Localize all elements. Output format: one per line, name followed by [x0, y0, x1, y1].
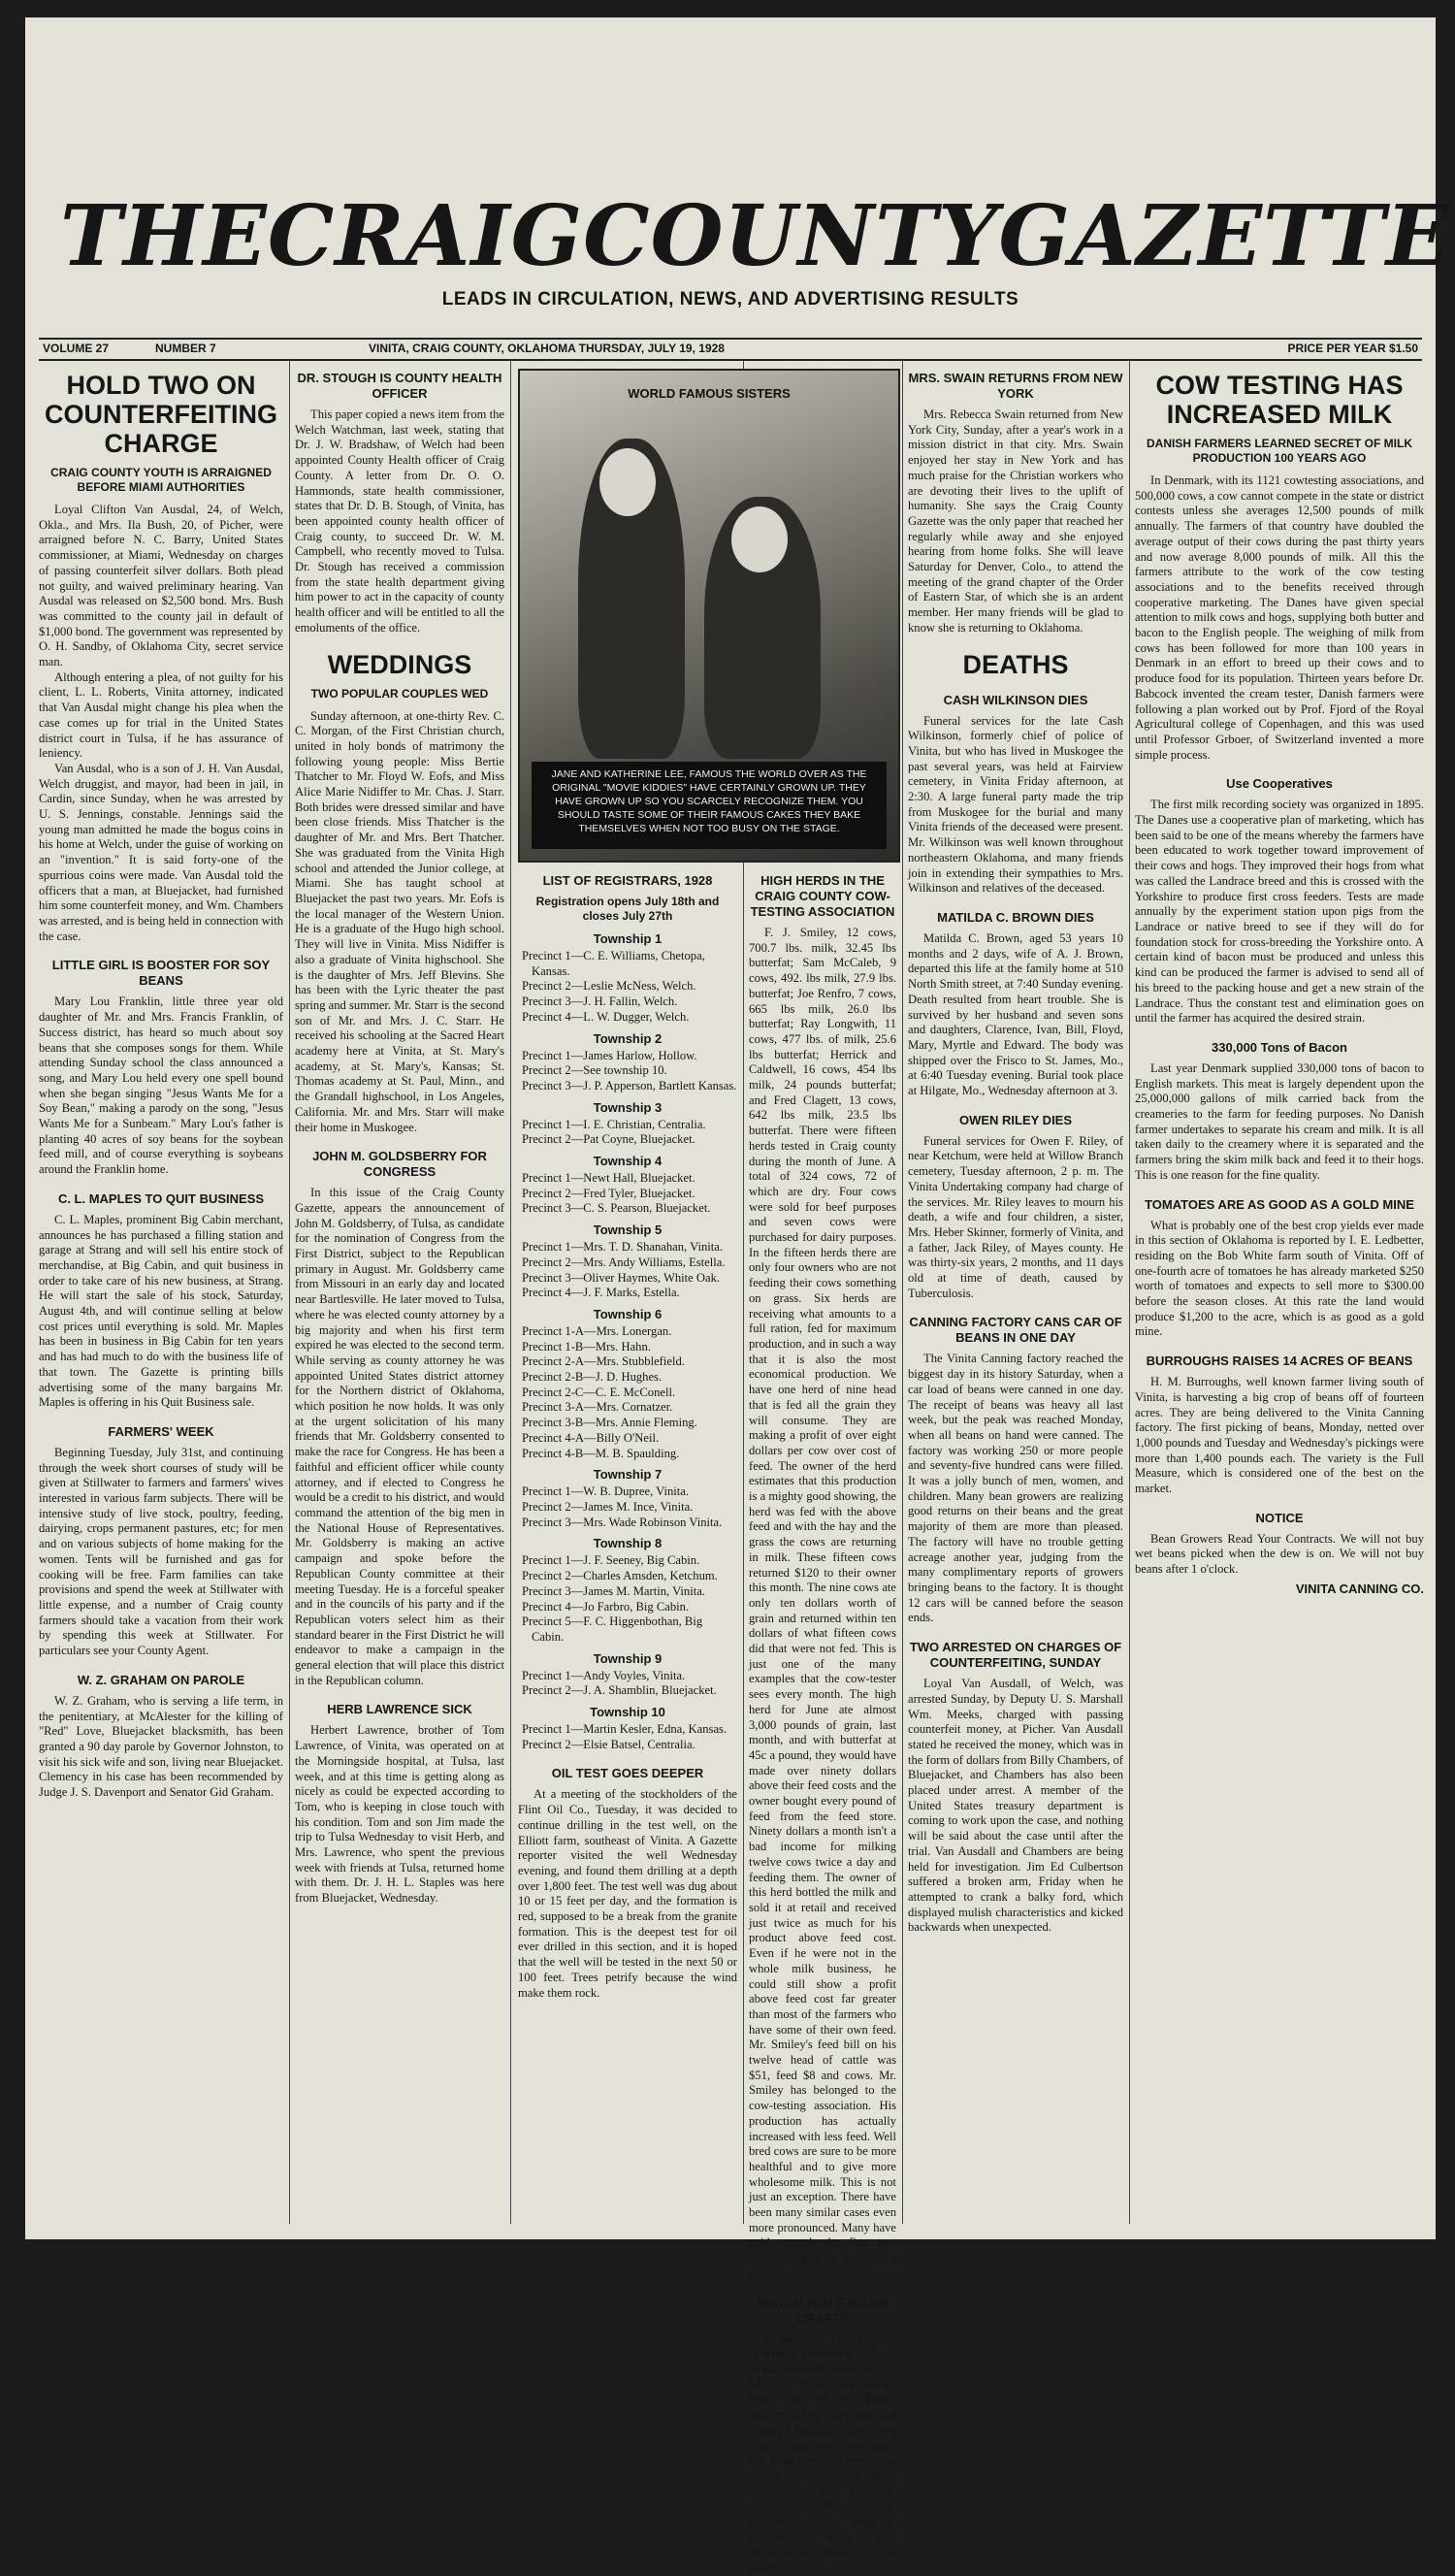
column-2	[295, 369, 504, 2232]
article-paragraph: Sunday afternoon, at one-thirty Rev. C. C. Morgan, of the First Christian church, united in holy bonds of matrimony the following young people: Miss Bertie Thatcher to Mr. Floyd W. Eofs, and Miss Alice Marie Nidiffer to Mr. Chas. J. Starr. Both brides were dressed similar and have been close friends. Miss Thatcher is the daughter of Mr. and Mrs. Bert Thatcher. She was graduated from the Vinita High school and attended the Junior college, at Miami. She has taught school at Bluejacket the past two years. Mr. Eofs is the local manager of the Western Union. He is a graduate of the Hugo high school. They will live in Vinita. Miss Nidiffer is also a graduate of Vinita highschool. She is the daughter of Mrs. Jeff Blevins. She has been with the Lyric theater the past spring and summer. Mr. Starr is the second son of Mr. and Mrs. J. C. Starr. He received his schooling at the Sacred Heart academy here at Vinita, at St. Mary's academy, at St. Mary's, Kansas; St. Thomas academy at St. Paul, Minn., and the Grandall highschool, in Los Angeles, California. Mr. and Mrs. Starr will make their home in Muskogee.	[295, 708, 504, 1134]
newspaper-page	[25, 17, 1451, 2575]
headline-oil-test: OIL TEST GOES DEEPER	[551, 1766, 704, 1781]
registrar-entry: Precinct 2—See township 10.	[522, 1063, 667, 1078]
headline-high-herds: HIGH HERDS IN THE CRAIG COUNTY COW-TESTING ASSOCIATION	[750, 873, 895, 919]
registrar-entry: Precinct 2—James M. Ince, Vinita.	[522, 1499, 694, 1514]
article-paragraph: F. J. Smiley, 12 cows, 700.7 lbs. milk, 32.45 lbs butterfat; Sam McCaleb, 9 cows, 492. lbs milk, 27.9 lbs. butterfat; Joe Renfro, 7 cows, 665 lbs milk, 26.0 lbs butterfat; Ray Longwith, 11 cows, 477 lbs. of milk, 25.6 lbs butterfat; Herrick and Caldwell, 16 cows, 454 lbs milk, 24 pounds butterfat; and Fred Clagett, 13 cows, 642 lbs milk, 23.5 lbs butterfat. There were fifteen herds tested in Craig county during the month of June. A total of 324 cows, 72 of which are dry. Four cows were sold for beef purposes and seven cows were purchased for dairy purposes. In the fifteen herds there are only four owners who are not feeding their cows something on grass. Six herds are receiving what amounts to a full ration, fed for maximum production, and in such a way that it is also the most economical production. We have one herd of nine head that is fed all the grain they will consume. They are making a profit of over eight dollars per cow over cost of feed. The owner of the herd estimates that this production is a mighty good showing, the herd was fed with the above feed and with the hay and the grass the cows are returning in milk. These fifteen cows returned $120 to their owner this month. The nine cows ate only ten dollars worth of grain and returned within ten dollars of what fifteen cows did that were not fed. This is just one of the many examples that the cow-tester sees every month. The high herd for June ate almost 3,000 pounds of grain, last month, and with butterfat at 45c a pound, they would have made over ninety dollars above their feed costs and the owner bought every pound of feed from the feed store. Ninety dollars a month isn't a bad income for milking twelve cows twice a day and feeding them. The owner of this herd bottled the milk and sold it at retail and received just twice as much for his product above feed cost. Even if he were not in the whole milk business, he could still show a profit above feed cost far greater than most of the farmers who have some of their own feed. Mr. Smiley's feed bill on his twelve head of cattle was $51, feed $8 and cows. Mr. Smiley has belonged to the cow-testing association. His production has actually increased with less feed. Well bred cows are sure to be more healthful and to give more wholesome milk. This is not just an exception. There have been many similar cases even more pronounced. Many have paid enough the first two months to pay the tester for a year.	[749, 926, 896, 2280]
article-paragraph: Loyal Clifton Van Ausdal, 24, of Welch, Okla., and Mrs. Ila Bush, 20, of Picher, were arraigned before N. C. Barry, United States commissioner, at Miami, Wednesday on charges of passing counterfeit silver dollars. Both plead not guilty, and waived preliminary hearing. Van Ausdal was released on $2,500 bond. Mrs. Bush was committed to the county jail in default of $1,000 bond. The government was represented by O. H. Sandby, of Oklahoma City, secret service man.	[39, 503, 283, 669]
registrar-entry: Precinct 2—Fred Tyler, Bluejacket.	[522, 1186, 695, 1200]
registrar-entry: Precinct 2—Elsie Batsel, Centralia.	[522, 1737, 695, 1751]
registrar-entry: Precinct 1—Newt Hall, Bluejacket.	[522, 1171, 695, 1186]
registrar-entry: Precinct 2-B—J. D. Hughes.	[522, 1370, 663, 1385]
registrar-entry: Precinct 4—J. F. Marks, Estella.	[522, 1286, 680, 1300]
registrar-entry: Precinct 2—Pat Coyne, Bluejacket.	[522, 1132, 695, 1147]
article-paragraph: This paper copied a news item from the Welch Watchman, last week, stating that Dr. J. W. Bradshaw, of Welch had been appointed County Health officer of Craig County. A letter from Dr. O. O. Hammonds, state health commissioner, states that Dr. D. B. Stough, of Vinita, has been appointed county health officer of Craig county, to succeed Dr. W. M. Campbell, who recently moved to Tulsa. Dr. Stough has received a commission from the state health department giving him power to act in the capacity of county health officer and will be entitled to all the emoluments of the office.	[295, 408, 504, 635]
dateline-bar	[39, 338, 1422, 361]
subhead-cooperatives: Use Cooperatives	[1226, 776, 1333, 792]
photo-caption: JANE AND KATHERINE LEE, FAMOUS THE WORLD OVER AS THE ORIGINAL "MOVIE KIDDIES" HAVE CERTAINLY GROWN UP. THEY HAVE GROWN UP SO YOU SCARCELY RECOGNIZE THEM. YOU SHOULD TASTE SOME OF THEIR FAMOUS CAKES THEY BAKE THEMSELVES WHEN NOT TOO BUSY ON THE STAGE.	[532, 762, 887, 849]
article-paragraph: Herbert Lawrence, brother of Tom Lawrence, of Vinita, was operated on at the Morningside hospital, at Tulsa, last week, and at this time is getting along as nicely as could be expected according to Tom, who is keeping in close touch with his condition. Tom and son Jim made the trip to Tulsa Wednesday to visit Herb, and Mrs. Lawrence, who spent the previous week with friends at Tulsa, returned home with them. Dr. J. H. L. Staples was here from Bluejacket, Wednesday.	[295, 1723, 504, 1906]
masthead-word: GAZETTE	[998, 186, 1451, 285]
registrar-entry: Precinct 1—James Harlow, Hollow.	[522, 1048, 697, 1062]
headline-cow-testing: COW TESTING HAS INCREASED MILK	[1155, 371, 1404, 429]
registrar-entry: Precinct 2-C—C. E. McConell.	[522, 1385, 676, 1399]
article-paragraph: W. Z. Graham, who is serving a life term, in the penitentiary, at McAlester for the killing of "Red" Love, Bluejacket blacksmith, has been granted a 90 day parole by Governor Johnston, to visit his sick wife and son, living near Bluejacket. Clemency in his case has been recommended by Judge J. S. Davenport and Senator Gid Graham.	[39, 1693, 283, 1800]
article-paragraph: Loyal Van Ausdall, of Welch, was arrested Sunday, by Deputy U. S. Marshall Wm. Meeks, charged with passing counterfeit money, at Picher. Van Ausdall stated he received the money, which was in the form of dollars from Billy Chambers, of Bluejacket, and Chambers has also been placed under arrest. A member of the United States treasury department is coming to work upon the case, and nothing will be said about the case until after the trial. Van Ausdall and Chambers are being held for investigation. Jim Ed Culbertson suffered a broken arm, Friday when he attempted to crank a balky ford, which displayed mulish characteristics and kicked backwards when unexpected.	[908, 1677, 1123, 1935]
column-rule	[510, 361, 511, 2224]
registrar-entry: Precinct 4-A—Billy O'Neil.	[522, 1430, 660, 1445]
township-heading: Township 3	[593, 1099, 663, 1115]
registrar-entry: Precinct 4—L. W. Dugger, Welch.	[522, 1009, 690, 1024]
headline-soy-beans: LITTLE GIRL IS BOOSTER FOR SOY BEANS	[51, 958, 271, 989]
article-paragraph: H. M. Burroughs, well known farmer living south of Vinita, is harvesting a big crop of beans off of fourteen acres. They are being delivered to the Vinita Canning factory. The first picking of beans, Monday, netted over 1,000 pounds and Tuesday and Wednesday's pickings were more than 1,400 pounds each. The variety is the Full Measure, which is considered one of the best on the market.	[1135, 1375, 1424, 1496]
registrar-entry: Precinct 1—J. F. Seeney, Big Cabin.	[522, 1553, 700, 1568]
article-paragraph: Matilda C. Brown, aged 53 years 10 months and 2 days, wife of A. J. Brown, departed this life at the family home at 510 North Smith street, at 7:40 Sunday evening. Death resulted from heart trouble. She is survived by her husband and seven sons and daughters, Clarence, Ivan, Bill, Floyd, Mary, Myrtle and Edward. The body was shipped over the Frisco to St. James, Mo., at 6:40 Tuesday evening. Burial took place at Hilgate, Mo., Wednesday afternoon at 3.	[908, 930, 1123, 1098]
signature-canning: VINITA CANNING CO.	[1295, 1581, 1424, 1596]
photo-face-right	[731, 506, 788, 572]
article-paragraph: The first milk recording society was organized in 1895. The Danes use a cooperative plan of marketing, which has been said to be one of the means whereby the farmers have been educated to work together toward improvement of their cows and hogs. They improved their hogs from what was called the Landrace breed and this is crossed with the Yorkshire to produce first cross feeders. Tests are made annually by the experiment station upon pigs from the Landrace or native breed to see if they will do for foundation stock for cross-breeding the Yorkshire onto. A certain kind of bacon must be produced and unless this kind can be produced the farmer is advised to send all of his breed to the packing house and get a new strain of the Landrace. Thus the constant test and elimination goes on until the farmer has acquired the desired strain.	[1135, 798, 1424, 1026]
headline-stolen-drafts: WATCH FOR STOLEN DRAFTS	[758, 2295, 888, 2326]
volume-label: VOLUME 27	[43, 342, 110, 355]
column-5	[908, 369, 1123, 2232]
column-rule	[289, 361, 290, 2224]
place-date: VINITA, CRAIG COUNTY, OKLAHOMA THURSDAY, JULY 19, 1928	[369, 342, 725, 355]
registrar-entry: Precinct 3-B—Mrs. Annie Fleming.	[522, 1416, 697, 1430]
township-heading: Township 1	[593, 931, 663, 946]
masthead-word: CRAIG	[267, 186, 584, 285]
township-heading: Township 5	[593, 1223, 663, 1238]
sisters-photo	[518, 369, 900, 863]
registrar-entry: Precinct 4-B—M. B. Spaulding.	[522, 1446, 680, 1460]
headline-tomatoes: TOMATOES ARE AS GOOD AS A GOLD MINE	[1145, 1196, 1414, 1212]
township-heading: Township 4	[593, 1154, 663, 1169]
deck-counterfeit: CRAIG COUNTY YOUTH IS ARRAIGNED BEFORE MIAMI AUTHORITIES	[50, 466, 272, 494]
registrar-entry: Precinct 1—Andy Voyles, Vinita.	[522, 1668, 686, 1682]
registrar-entry: Precinct 3-A—Mrs. Cornatzer.	[522, 1400, 673, 1415]
registrar-entry: Precinct 2—Leslie McNess, Welch.	[522, 979, 696, 994]
article-paragraph: Funeral services for Owen F. Riley, of near Ketchum, were held at Willow Branch cemetery, Tuesday afternoon, 2 p. m. The Vinita Undertaking company had charge of the services. Mr. Riley leaves to mourn his death, a wife and four children, a sister, Mrs. Heber Skinner, formerly of Vinita, and a father, Jack Riley, of Mayes county. He was thirty-six years, 2 months, and 11 days old at time of death, caused by Tuberculosis.	[908, 1133, 1123, 1300]
township-heading: Township 7	[593, 1467, 663, 1483]
headline-weddings: WEDDINGS	[327, 649, 472, 679]
article-paragraph: Beginning Tuesday, July 31st, and continuing through the week short courses of study will be given at Stillwater to farmers and farmers' wives interested in various farm subjects. There will be intensive study of live stock, poultry, feeding, dairying, crops permanent pastures, etc; for men and on various subjects of home making for the women. Tents will be furnished and gas for cooking will be free. Farm families can take provisions and spend the week at Stillwater with little expense, and a number of Craig county farmers should take a vacation from their work by spending this week at Stillwater. For particulars see your County Agent.	[39, 1445, 283, 1658]
headline-graham: W. Z. GRAHAM ON PAROLE	[77, 1672, 245, 1687]
headline-arrested: TWO ARRESTED ON CHARGES OF COUNTERFEITING, SUNDAY	[909, 1640, 1122, 1671]
registrar-entry: Precinct 3—Mrs. Wade Robinson Vinita.	[522, 1515, 723, 1529]
headline-swain: MRS. SWAIN RETURNS FROM NEW YORK	[908, 371, 1123, 401]
registrar-entry: Precinct 3—J. P. Apperson, Bartlett Kansas.	[522, 1078, 737, 1092]
headline-maples: C. L. MAPLES TO QUIT BUSINESS	[57, 1190, 265, 1206]
registrar-entry: Precinct 1-B—Mrs. Hahn.	[522, 1339, 651, 1353]
headline-stough: DR. STOUGH IS COUNTY HEALTH OFFICER	[297, 371, 502, 401]
subhead-bacon: 330,000 Tons of Bacon	[1212, 1039, 1347, 1055]
registrar-entry: Precinct 2—J. A. Shamblin, Bluejacket.	[522, 1683, 717, 1698]
article-paragraph: At a meeting of the stockholders of the Flint Oil Co., Tuesday, it was decided to continue drilling in the test well, on the Elliott farm, southeast of Vinita. A Gazette reporter visited the well Wednesday evening, and found them drilling at a depth over 1,800 feet. The test well was dug about 10 or 15 feet per day, and the formation is red, supposed to be a break from the granite formation. This is the deepest test for oil ever drilled in this section, and it is hoped that the well will be tested in the next 50 or 100 feet. Trees petrify because the wind make them rock.	[518, 1787, 737, 2000]
headline-notice: NOTICE	[1255, 1510, 1304, 1525]
article-paragraph: Mary Lou Franklin, little three year old daughter of Mr. and Mrs. Francis Franklin, of Success district, has heard so much about soy beans that she composes songs for them. While attending Sunday school the class announced a song, and Mary Lou held every one spell bound when she began singing "Jesus Wants Me for a Soy Bean," making a parody on the song, "Jesus Wants Me for a Sunbeam." Mary Lou's father is planting 40 acres of soy beans for the soybean feed mill, and of course everything is soybeans around the Franklin home.	[39, 995, 283, 1177]
headline-canning: CANNING FACTORY CANS CAR OF BEANS IN ONE DAY	[909, 1315, 1122, 1346]
registrar-entry: Precinct 2-A—Mrs. Stubblefield.	[522, 1354, 685, 1369]
headline-goldsberry: JOHN M. GOLDSBERRY FOR CONGRESS	[312, 1149, 487, 1180]
registrar-entry: Precinct 1—W. B. Dupree, Vinita.	[522, 1484, 690, 1499]
article-paragraph: Bean Growers Read Your Contracts. We will not buy wet beans picked when the dew is on. We will not buy beans after 1 o'clock.	[1135, 1531, 1424, 1577]
photo-face-left	[599, 448, 656, 516]
township-heading: Township 2	[593, 1030, 663, 1046]
registrar-entry: Precinct 3—Oliver Haymes, White Oak.	[522, 1270, 721, 1285]
article-paragraph: What is probably one of the best crop yields ever made in this section of Oklahoma is reported by I. E. Ledbetter, residing on the Bob White farm south of Vinita. Off of one-fourth acre of tomatoes he has already marketed $250 worth of tomatoes and expects to sell more to $300.00 before the season closes. At this rate the land would produce $1,200 to the acre, which is as good as a gold mine.	[1135, 1218, 1424, 1339]
deck-cow-testing: DANISH FARMERS LEARNED SECRET OF MILK PRODUCTION 100 YEARS AGO	[1146, 437, 1412, 465]
headline-deaths: DEATHS	[962, 649, 1069, 679]
masthead-word: THE	[60, 186, 268, 285]
column-3	[518, 871, 737, 2230]
deck-registrars: Registration opens July 18th and closes July 27th	[535, 895, 720, 923]
masthead-tagline: LEADS IN CIRCULATION, NEWS, AND ADVERTISING RESULTS	[441, 289, 1019, 310]
column-rule	[902, 361, 903, 2224]
registrar-entry: Precinct 3—C. S. Pearson, Bluejacket.	[522, 1201, 711, 1216]
column-4	[749, 871, 896, 2575]
registrar-list	[518, 931, 737, 1752]
article-paragraph: C. L. Maples, prominent Big Cabin merchant, announces he has purchased a filling station and garage at Strang and will sell his entire stock of merchandise, at Big Cabin, and quit business in order to take care of his new business, at Strang. He will start the sale of his stock, Saturday, August 4th, and will continue selling at below cost prices until everything is sold. Mr. Maples has been in business in Big Cabin for ten years and has had much to do with the business life of that town. The Gazette is printing bills advertising some of the many bargains Mr. Maples is offering in his Quit Business sale.	[39, 1212, 283, 1410]
article-paragraph: In this issue of the Craig County Gazette, appears the announcement of John M. Goldsberry, of Tulsa, as candidate for the nomination of Congress from the First District, subject to the Republican primary in August. Mr. Goldsberry came from Missouri in an early day and located near Bartlesville. He later moved to Tulsa, where he was elected county attorney by a big majority and when his first term expired he was elected to the second term. While serving as county attorney he was appointed United States district attorney for the Northern district of Oklahoma, which position he now holds. It was only at the urgent solicitation of his many friends that Mr. Goldsberry consented to make the race for Congress. He has been a faithful and efficient officer while county attorney, and if elected to Congress he would be a credit to his district, and would command the attention of the big men in the National House of Representatives. Mr. Goldsberry is making an active campaign and spoke before the Republican County committee at their meeting Tuesday. He is a forceful speaker and in the councils of his party and if the Republican voters select him as their standard bearer in the First District he will endeavor to make a campaign in the general election that will place this district in the Republican column.	[295, 1186, 504, 1687]
article-paragraph: R. M. Page, Frisco agent, at Vinita, announces a book of station drafts, numbered E-1413 to 11,450 was stolen from one of the Frisco stations a few days ago and some of the drafts have been passed on several merchants. Mr. Page warns all merchants to be watching for these drafts. T. W. Ridgway, manager of the Sanders-Ridgway stores, went to Independence, Kas., to visit the company stores at that place.	[749, 2331, 896, 2575]
column-rule	[1129, 361, 1130, 2224]
number-label: NUMBER 7	[155, 342, 216, 355]
registrar-entry: Precinct 1—Mrs. T. D. Shanahan, Vinita.	[522, 1240, 724, 1255]
registrar-entry: Precinct 1—C. E. Williams, Chetopa, Kansas.	[522, 949, 705, 978]
registrar-entry: Precinct 4—Jo Farbro, Big Cabin.	[522, 1599, 690, 1614]
registrar-entry: Precinct 1-A—Mrs. Lonergan.	[522, 1323, 672, 1338]
masthead-word: COUNTY	[583, 186, 999, 285]
article-paragraph: Van Ausdal, who is a son of J. H. Van Ausdal, Welch druggist, and mayor, had been in jail, in Cardin, since Sunday, when he was arrested by U. S. Jennings, constable. Jennings said the young man admitted he made the bogus coins in his home at Welch, under the guise of working on an "invention." It is said forty-one of the spurrious coins were made. Van Ausdal told the officers that a man, at Bluejacket, had furnished him some counterfeit money, and Wm. Chambers was arrested, and is being held in connection with the case.	[39, 761, 283, 943]
headline-counterfeit: HOLD TWO ON COUNTERFEITING CHARGE	[45, 371, 277, 458]
photo-title: WORLD FAMOUS SISTERS	[628, 386, 791, 401]
headline-registrars: LIST OF REGISTRARS, 1928	[542, 873, 713, 888]
headline-brown: MATILDA C. BROWN DIES	[937, 909, 1094, 925]
registrar-entry: Precinct 2—Charles Amsden, Ketchum.	[522, 1569, 718, 1583]
article-paragraph: The Vinita Canning factory reached the biggest day in its history Saturday, when a car load of beans were canned in one day. The receipt of beans was heavy all last week, but the peak was reached Monday, when all beans on hand were canned. The factory was working 250 or more people and seventy-five hundred cans were filled. It was a jolly bunch of men, women, and children. Many bean growers are realizing good returns on their beans and the great majority of them are more than pleased. The factory will have no trouble getting acreage another year, judging from the many complimentary reports of growers bringing beans to the factory. It is thought 12 cars will be canned before the season ends.	[908, 1352, 1123, 1625]
masthead-title	[60, 182, 1451, 289]
township-heading: Township 6	[593, 1306, 663, 1321]
headline-wilkinson: CASH WILKINSON DIES	[943, 692, 1088, 707]
registrar-entry: Precinct 1—Martin Kesler, Edna, Kansas.	[522, 1722, 728, 1737]
township-heading: Township 10	[590, 1705, 665, 1720]
article-paragraph: Mrs. Rebecca Swain returned from New York City, Sunday, after a year's work in a mission district in that city. Mrs. Swain enjoyed her stay in New York and has much praise for the Christian workers who are devoting their lives to the uplift of humanity. She says the Craig County Gazette was the only paper that reached her regularly while away and she enjoyed hearing from home folks. She will leave Saturday for Denver, Colo., to attend the meeting of the grand chapter of the Order of Eastern Star, of which she is an ardent member. Her many friends will be glad to know she is returning to Oklahoma.	[908, 408, 1123, 635]
headline-burroughs: BURROUGHS RAISES 14 ACRES OF BEANS	[1146, 1353, 1413, 1369]
article-paragraph: In Denmark, with its 1121 cowtesting associations, and 500,000 cows, a cow cannot compete in the state or district contests unless she averages 12,500 pounds of milk annually. The farmers of that country have doubled the average output of their cows during the past thirty years and now average 8,000 pounds of milk. All this the farmers attribute to the work of the cow testing associations and to the benefits received through cooperative marketing. The Danes have given special attention to milk cows and hogs, supplying both butter and bacon to the English people. The weighing of milk from cows has been followed for more than 100 years in Denmark in an effort to breed up their cows and to produce food for its population. Thirteen years before Dr. Babcock invented the cream tester, Danish farmers were following a plan worked out by Prof. Fjord of the Royal Agricultural college of Copenhagen, and this was used until Professor Grboer, of Switzerland invented a more simple process.	[1135, 473, 1424, 762]
article-paragraph: Last year Denmark supplied 330,000 tons of bacon to English markets. This meat is largely dependent upon the 25,000,000 gallons of milk carried back from the creameries to the farm for feeding purposes. No Danish farmer undertakes to separate his cream and milk. It is all taken daily to the creamery where it is separated and the farmers bring the skim milk back and feed it to their hogs. This is one reason for the fine quality.	[1135, 1060, 1424, 1182]
township-heading: Township 8	[593, 1536, 663, 1551]
article-paragraph: Although entering a plea, of not guilty for his client, L. L. Roberts, Vinita attorney, indicated that Van Ausdal might change his plea when the case comes up for trial in the United States district court in Tulsa, if he has assurance of leniency.	[39, 669, 283, 761]
registrar-entry: Precinct 5—F. C. Higgenbothan, Big Cabin.	[522, 1614, 703, 1644]
column-1	[39, 369, 283, 2232]
registrar-entry: Precinct 1—I. E. Christian, Centralia.	[522, 1117, 706, 1131]
headline-farmers-week: FARMERS' WEEK	[108, 1423, 214, 1439]
price-label: PRICE PER YEAR $1.50	[1287, 342, 1418, 355]
headline-riley: OWEN RILEY DIES	[958, 1112, 1073, 1127]
article-paragraph: Funeral services for the late Cash Wilkinson, formerly chief of police of Vinita, but who has lived in Muskogee the past several years, was held at Fairview cemetery, in Vinita Friday afternoon, at 2:30. A large funeral party made the trip from Muskogee for the burial and many Vinita friends of the deceased were present. Mr. Wilkinson was well known throughout northeastern Oklahoma, and many friends join in extending their sympathies to Mrs. Wilkinson and relatives of the deceased.	[908, 713, 1123, 896]
column-6	[1135, 369, 1424, 2232]
deck-weddings: TWO POPULAR COUPLES WED	[310, 686, 489, 701]
registrar-entry: Precinct 3—James M. Martin, Vinita.	[522, 1583, 705, 1598]
township-heading: Township 9	[593, 1650, 663, 1666]
registrar-entry: Precinct 2—Mrs. Andy Williams, Estella.	[522, 1255, 726, 1269]
headline-lawrence: HERB LAWRENCE SICK	[327, 1702, 472, 1717]
registrar-entry: Precinct 3—J. H. Fallin, Welch.	[522, 995, 678, 1009]
